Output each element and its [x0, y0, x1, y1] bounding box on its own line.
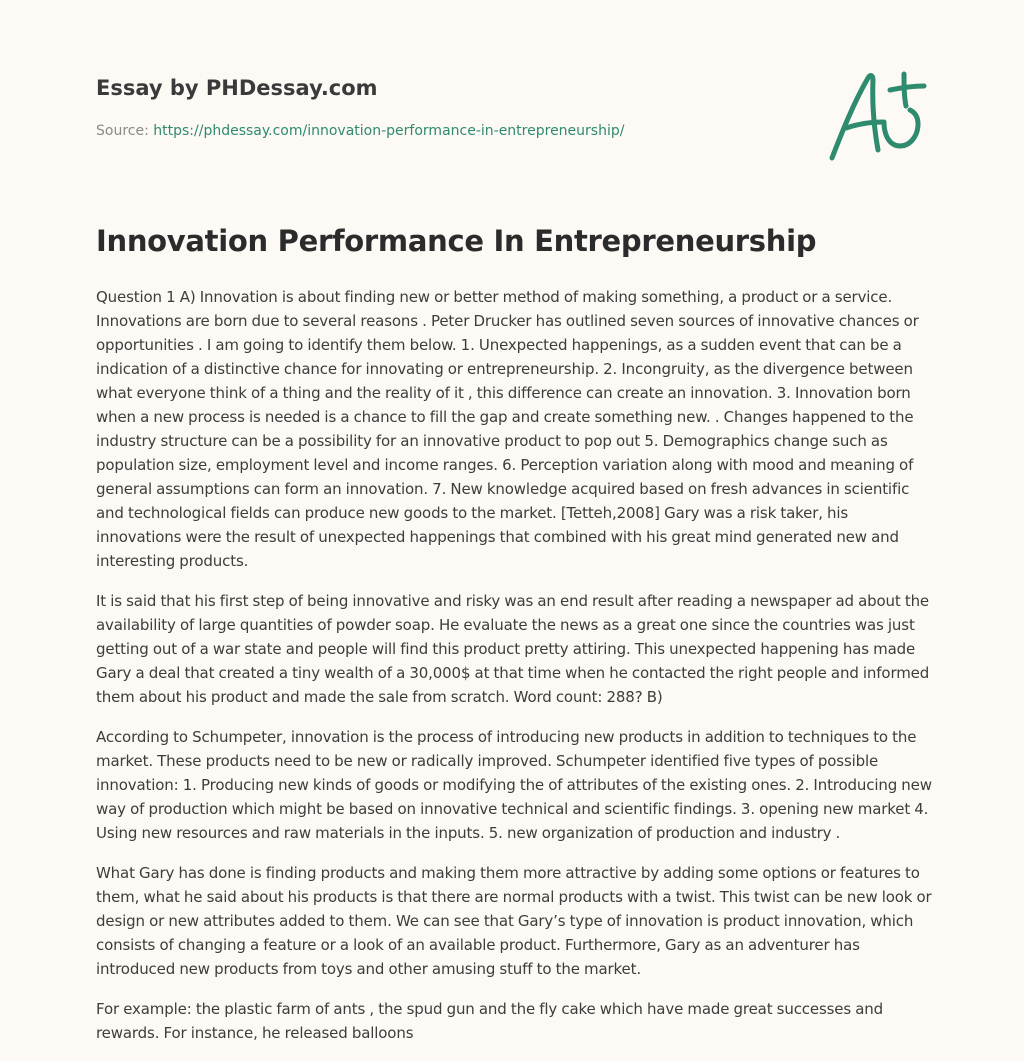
source-label: Source:	[96, 123, 149, 139]
essay-paragraph: It is said that his first step of being innovative and risky was an end result after reading a newspaper ad about the availability of large quantities of powder soap. He evaluate the news as a great one since the countries was just getting out of a war state and people will find this product pretty attiring. This unexpected happening has made Gary a deal that created a tiny wealth of a 30,000$ at that time when he contacted the right people and informed them about his product and made the sale from scratch. Word count: 288? B)	[96, 592, 930, 706]
a-plus-logo-icon	[824, 66, 928, 166]
essay-paragraph: According to Schumpeter, innovation is the process of introducing new products in addition to techniques to the market. These products need to be new or radically improved. Schumpeter identified five types of possible innovation: 1. Producing new kinds of goods or modifying the of attributes of the existing ones. 2. Introducing new way of production which might be based on innovative technical and scientific findings. 3. opening new market 4. Using new resources and raw materials in the inputs. 5. new organization of production and industry .	[96, 728, 932, 842]
site-brand: Essay by PHDessay.com	[96, 76, 378, 100]
essay-paragraph: What Gary has done is finding products and making them more attractive by adding some options or features to them, what he said about his products is that there are normal products with a twist. This twist can be new look or design or new attributes added to them. We can see that Gary’s type of innovation is product innovation, which consists of changing a feature or a look of an available product. Furthermore, Gary as an adventurer has introduced new products from toys and other amusing stuff to the market.	[96, 864, 932, 978]
source-link[interactable]: https://phdessay.com/innovation-performance-in-entrepreneurship/	[153, 123, 625, 139]
essay-paragraph: Question 1 A) Innovation is about finding new or better method of making something, a product or a service. Innovations are born due to several reasons . Peter Drucker has outlined seven sources of innovative chances or opportunities . I am going to identify them below. 1. Unexpected happenings, as a sudden event that can be a indication of a distinctive chance for innovating or entrepreneurship. 2. Incongruity, as the divergence between what everyone think of a thing and the reality of it , this difference can create an innovation. 3. Innovation born when a new process is needed is a chance to fill the gap and create something new. . Changes happened to the industry structure can be a possibility for an innovative product to pop out 5. Demographics change such as population size, employment level and income ranges. 6. Perception variation along with mood and meaning of general assumptions can form an innovation. 7. New knowledge acquired based on fresh advances in scientific and technological fields can produce new goods to the market. [Tetteh,2008] Gary was a risk taker, his innovations were the result of unexpected happenings that combined with his great mind generated new and interesting products.	[96, 288, 919, 570]
essay-body	[96, 285, 932, 1061]
essay-paragraph: For example: the plastic farm of ants , the spud gun and the fly cake which have made great successes and rewards. For instance, he released balloons	[96, 1000, 884, 1042]
essay-title: Innovation Performance In Entrepreneurship	[96, 224, 817, 258]
source-line	[96, 123, 624, 139]
